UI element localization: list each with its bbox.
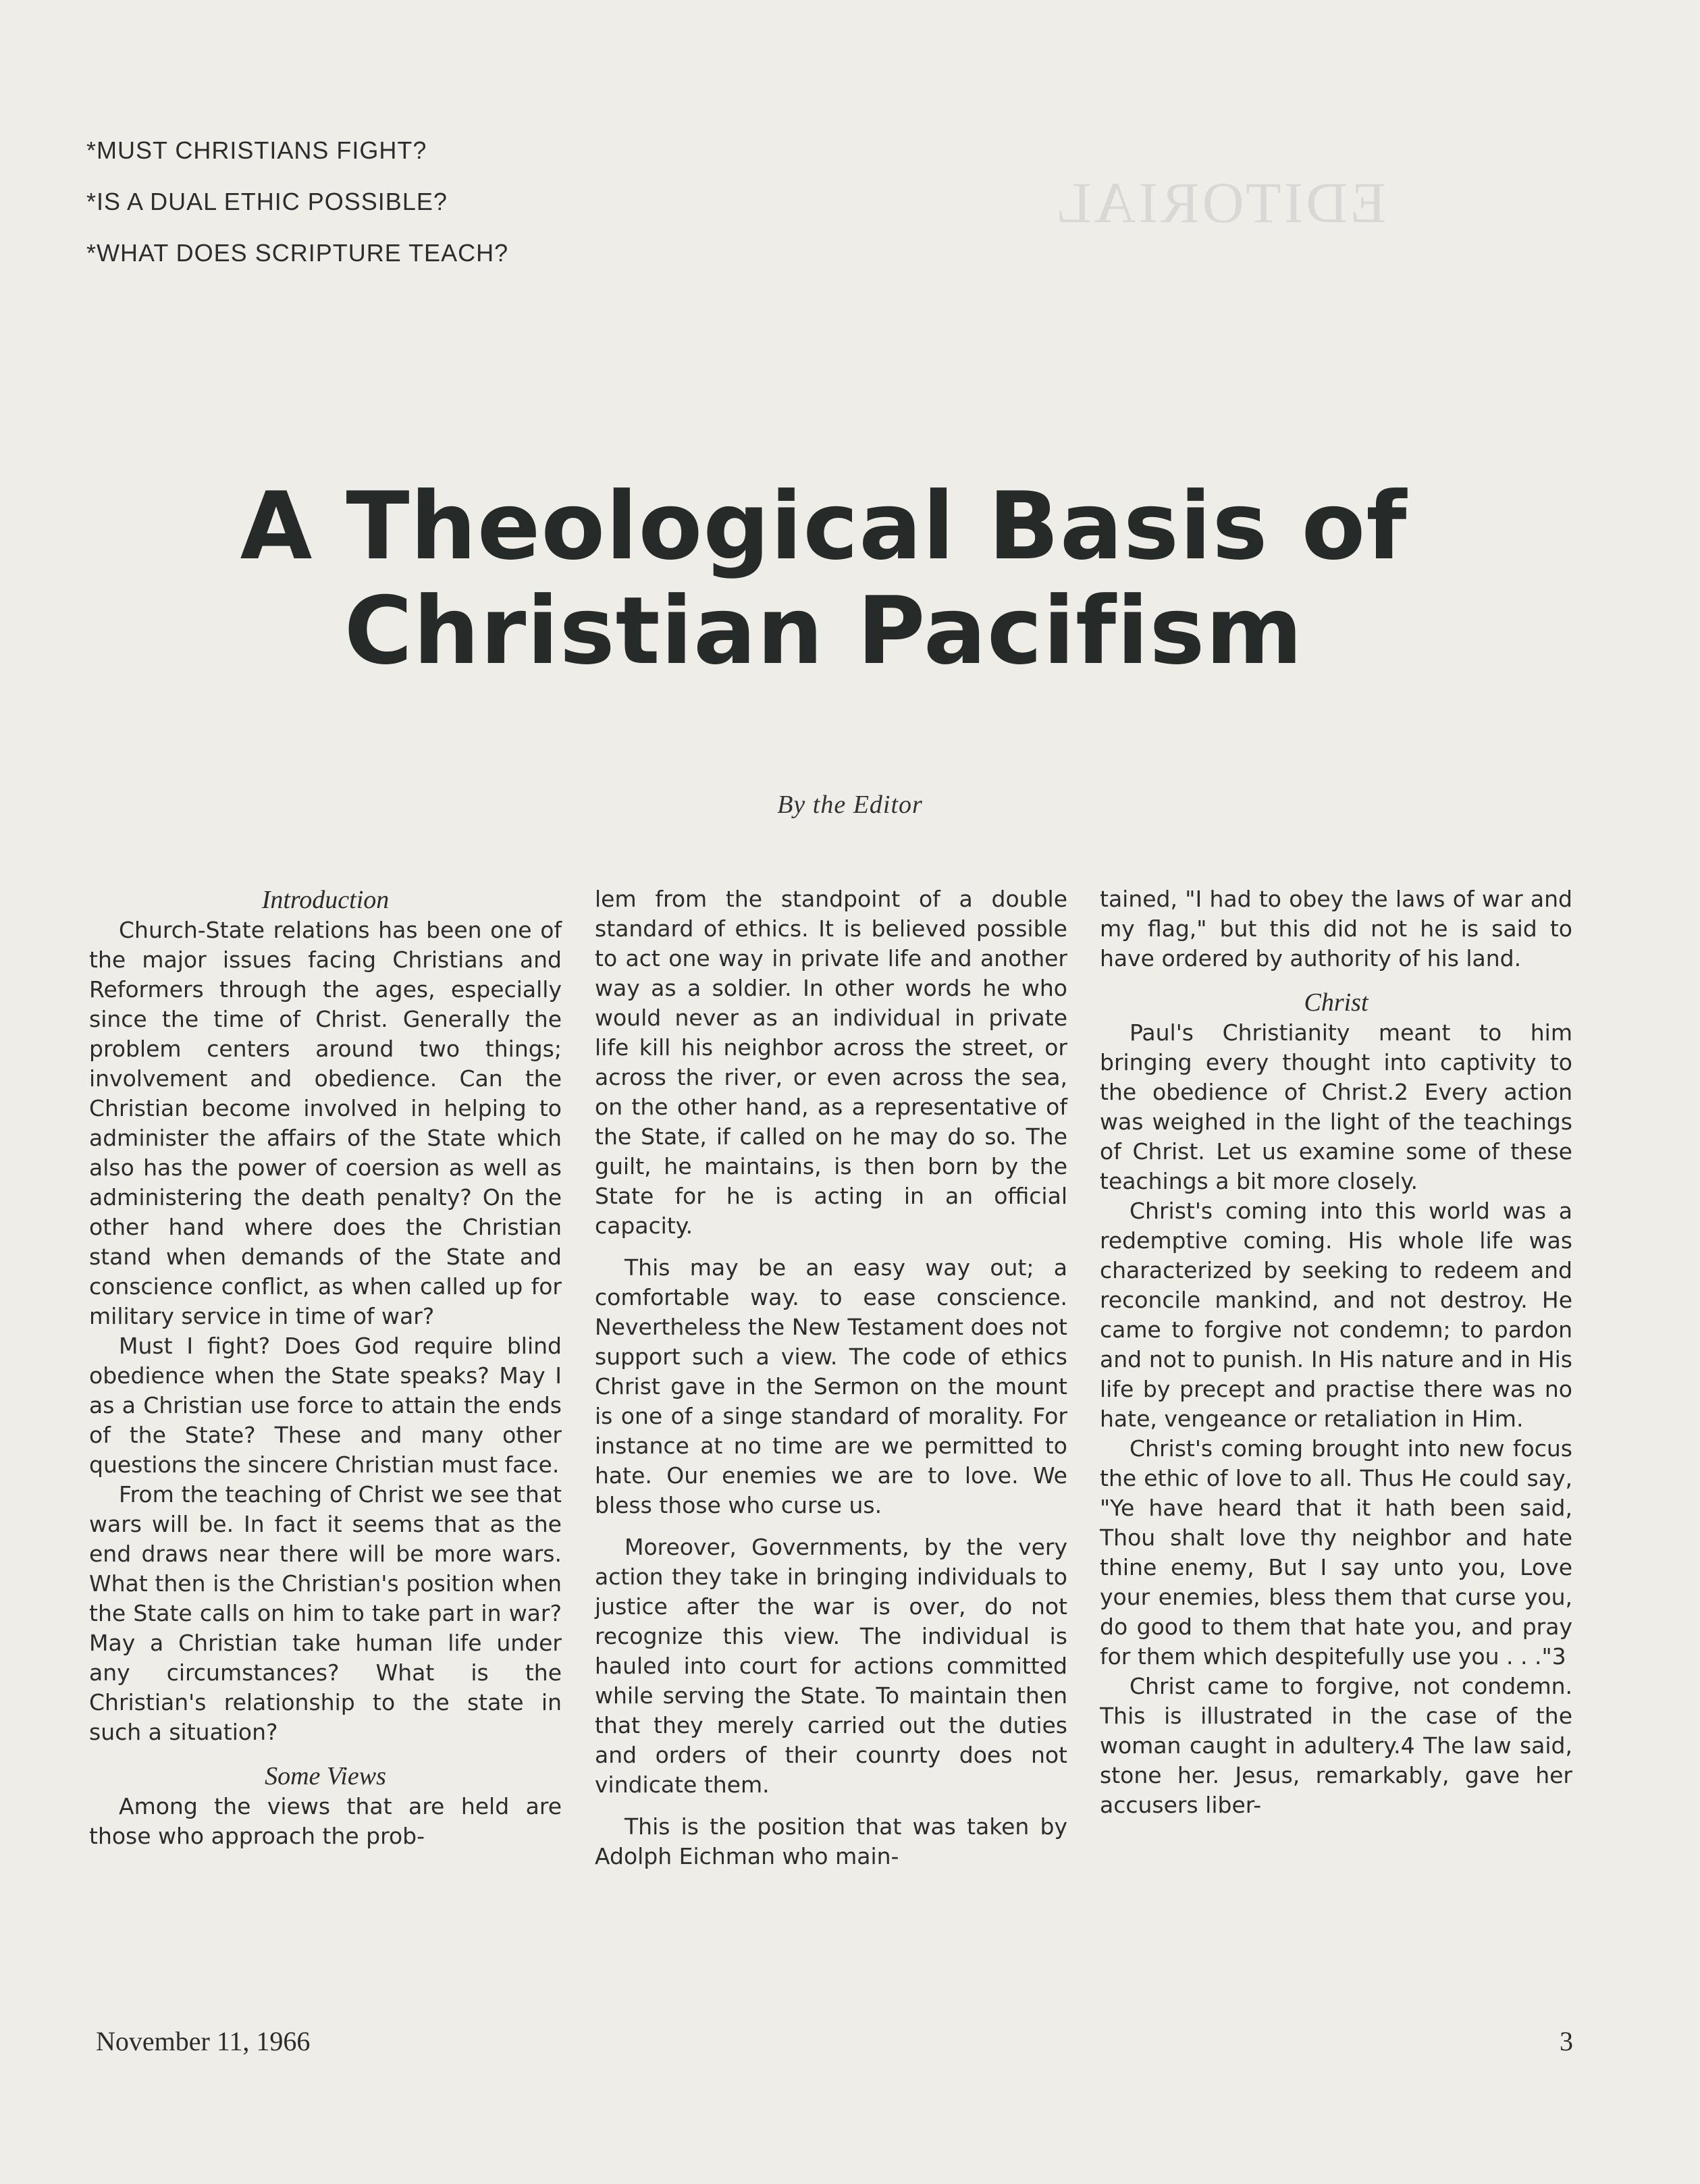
section-heading-christ: Christ	[1304, 988, 1369, 1017]
paragraph: This is the position that was taken by Adolph Eichman who main-	[595, 1813, 1067, 1869]
paragraph: lem from the standpoint of a double standard of ethics. It is believed possible to act one way in private life and another way as a soldier. In other words he who would never as an individual in private life kill his neighbor across the street, or across the river, or even across the sea, on the other hand, as a representative of the State, if called on he may do so. The guilt, he maintains, is then born by the State for he is acting in an official capacity.	[595, 886, 1067, 1239]
kicker-questions	[86, 125, 508, 279]
paragraph: Must I fight? Does God require blind obedience when the State speaks? May I as a Christian use force to attain the ends of the State? These and many other questions the sincere Christian must face.	[89, 1333, 562, 1478]
paragraph: Church-State relations has been one of the major issues facing Christians and Reformers through the ages, especially since the time of Christ. Generally the problem centers around two things; involvement and obedience. Can the Christian become involved in helping to administer the affairs of the State which also has the power of coersion as well as administering the death penalty? On the other hand where does the Christian stand when demands of the State and conscience conflict, as when called up for military service in time of war?	[89, 917, 562, 1329]
text-column-2	[595, 884, 1067, 1871]
text-column-3	[1100, 884, 1572, 1820]
paragraph: Christ came to forgive, not condemn. This is illustrated in the case of the woman caught in adultery.4 The law said, stone her. Jesus, remarkably, gave her accusers liber-	[1100, 1673, 1572, 1818]
footer-date: November 11, 1966	[96, 2026, 311, 2056]
paragraph: From the teaching of Christ we see that wars will be. In fact it seems that as the end draws near there will be more wars. What then is the Christian's position when the State calls on him to take part in war? May a Christian take human life under any circumstances? What is the Christian's relationship to the state in such a situation?	[89, 1481, 562, 1745]
kicker-line: *WHAT DOES SCRIPTURE TEACH?	[86, 239, 509, 267]
paragraph: Christ's coming into this world was a redemptive coming. His whole life was characterized by seeking to redeem and reconcile mankind, and not destroy. He came to forgive not condemn; to pardon and not to punish. In His nature and in His life by precept and practise there was no hate, vengeance or retaliation in Him.	[1100, 1198, 1572, 1432]
text-column-1	[89, 884, 562, 1851]
kicker-line: *MUST CHRISTIANS FIGHT?	[86, 136, 427, 164]
article-title-line-1: A Theological Basis of	[240, 472, 1408, 581]
section-heading-some-views: Some Views	[265, 1762, 386, 1790]
paragraph: tained, "I had to obey the laws of war and my flag," but this did not he is said to have ordered by authority of his land.	[1100, 886, 1572, 971]
section-heading-introduction: Introduction	[261, 886, 390, 914]
paragraph: Paul's Christianity meant to him bringing every thought into captivity to the obedience of Christ.2 Every action was weighed in the light of the teachings of Christ. Let us examine some of these teachings a bit more closely.	[1100, 1019, 1572, 1194]
paragraph: Among the views that are held are those who approach the prob-	[89, 1793, 562, 1849]
paragraph: Moreover, Governments, by the very action they take in bringing individuals to justice after the war is over, do not recognize this view. The individual is hauled into court for actions committed while serving the State. To maintain then that they merely carried out the duties and orders of their counrty does not vindicate them.	[595, 1534, 1067, 1798]
page-number: 3	[1560, 2026, 1573, 2056]
article-title-line-2: Christian Pacifism	[344, 577, 1304, 685]
kicker-line: *IS A DUAL ETHIC POSSIBLE?	[86, 188, 448, 215]
bleed-through-text: EDITORIAL	[1053, 170, 1387, 235]
paragraph: Christ's coming brought into new focus the ethic of love to all. Thus He could say, "Ye have heard that it hath been said, Thou shalt love thy neighbor and hate thine enemy, But I say unto you, Love your enemies, bless them that curse you, do good to them that hate you, and pray for them which despitefully use you . . ."3	[1100, 1435, 1572, 1670]
byline: By the Editor	[777, 791, 923, 819]
paragraph: This may be an easy way out; a comfortable way. to ease conscience. Nevertheless the New Testament does not support such a view. The code of ethics Christ gave in the Sermon on the mount is one of a singe standard of morality. For instance at no time are we permitted to hate. Our enemies we are to love. We bless those who curse us.	[595, 1254, 1067, 1518]
